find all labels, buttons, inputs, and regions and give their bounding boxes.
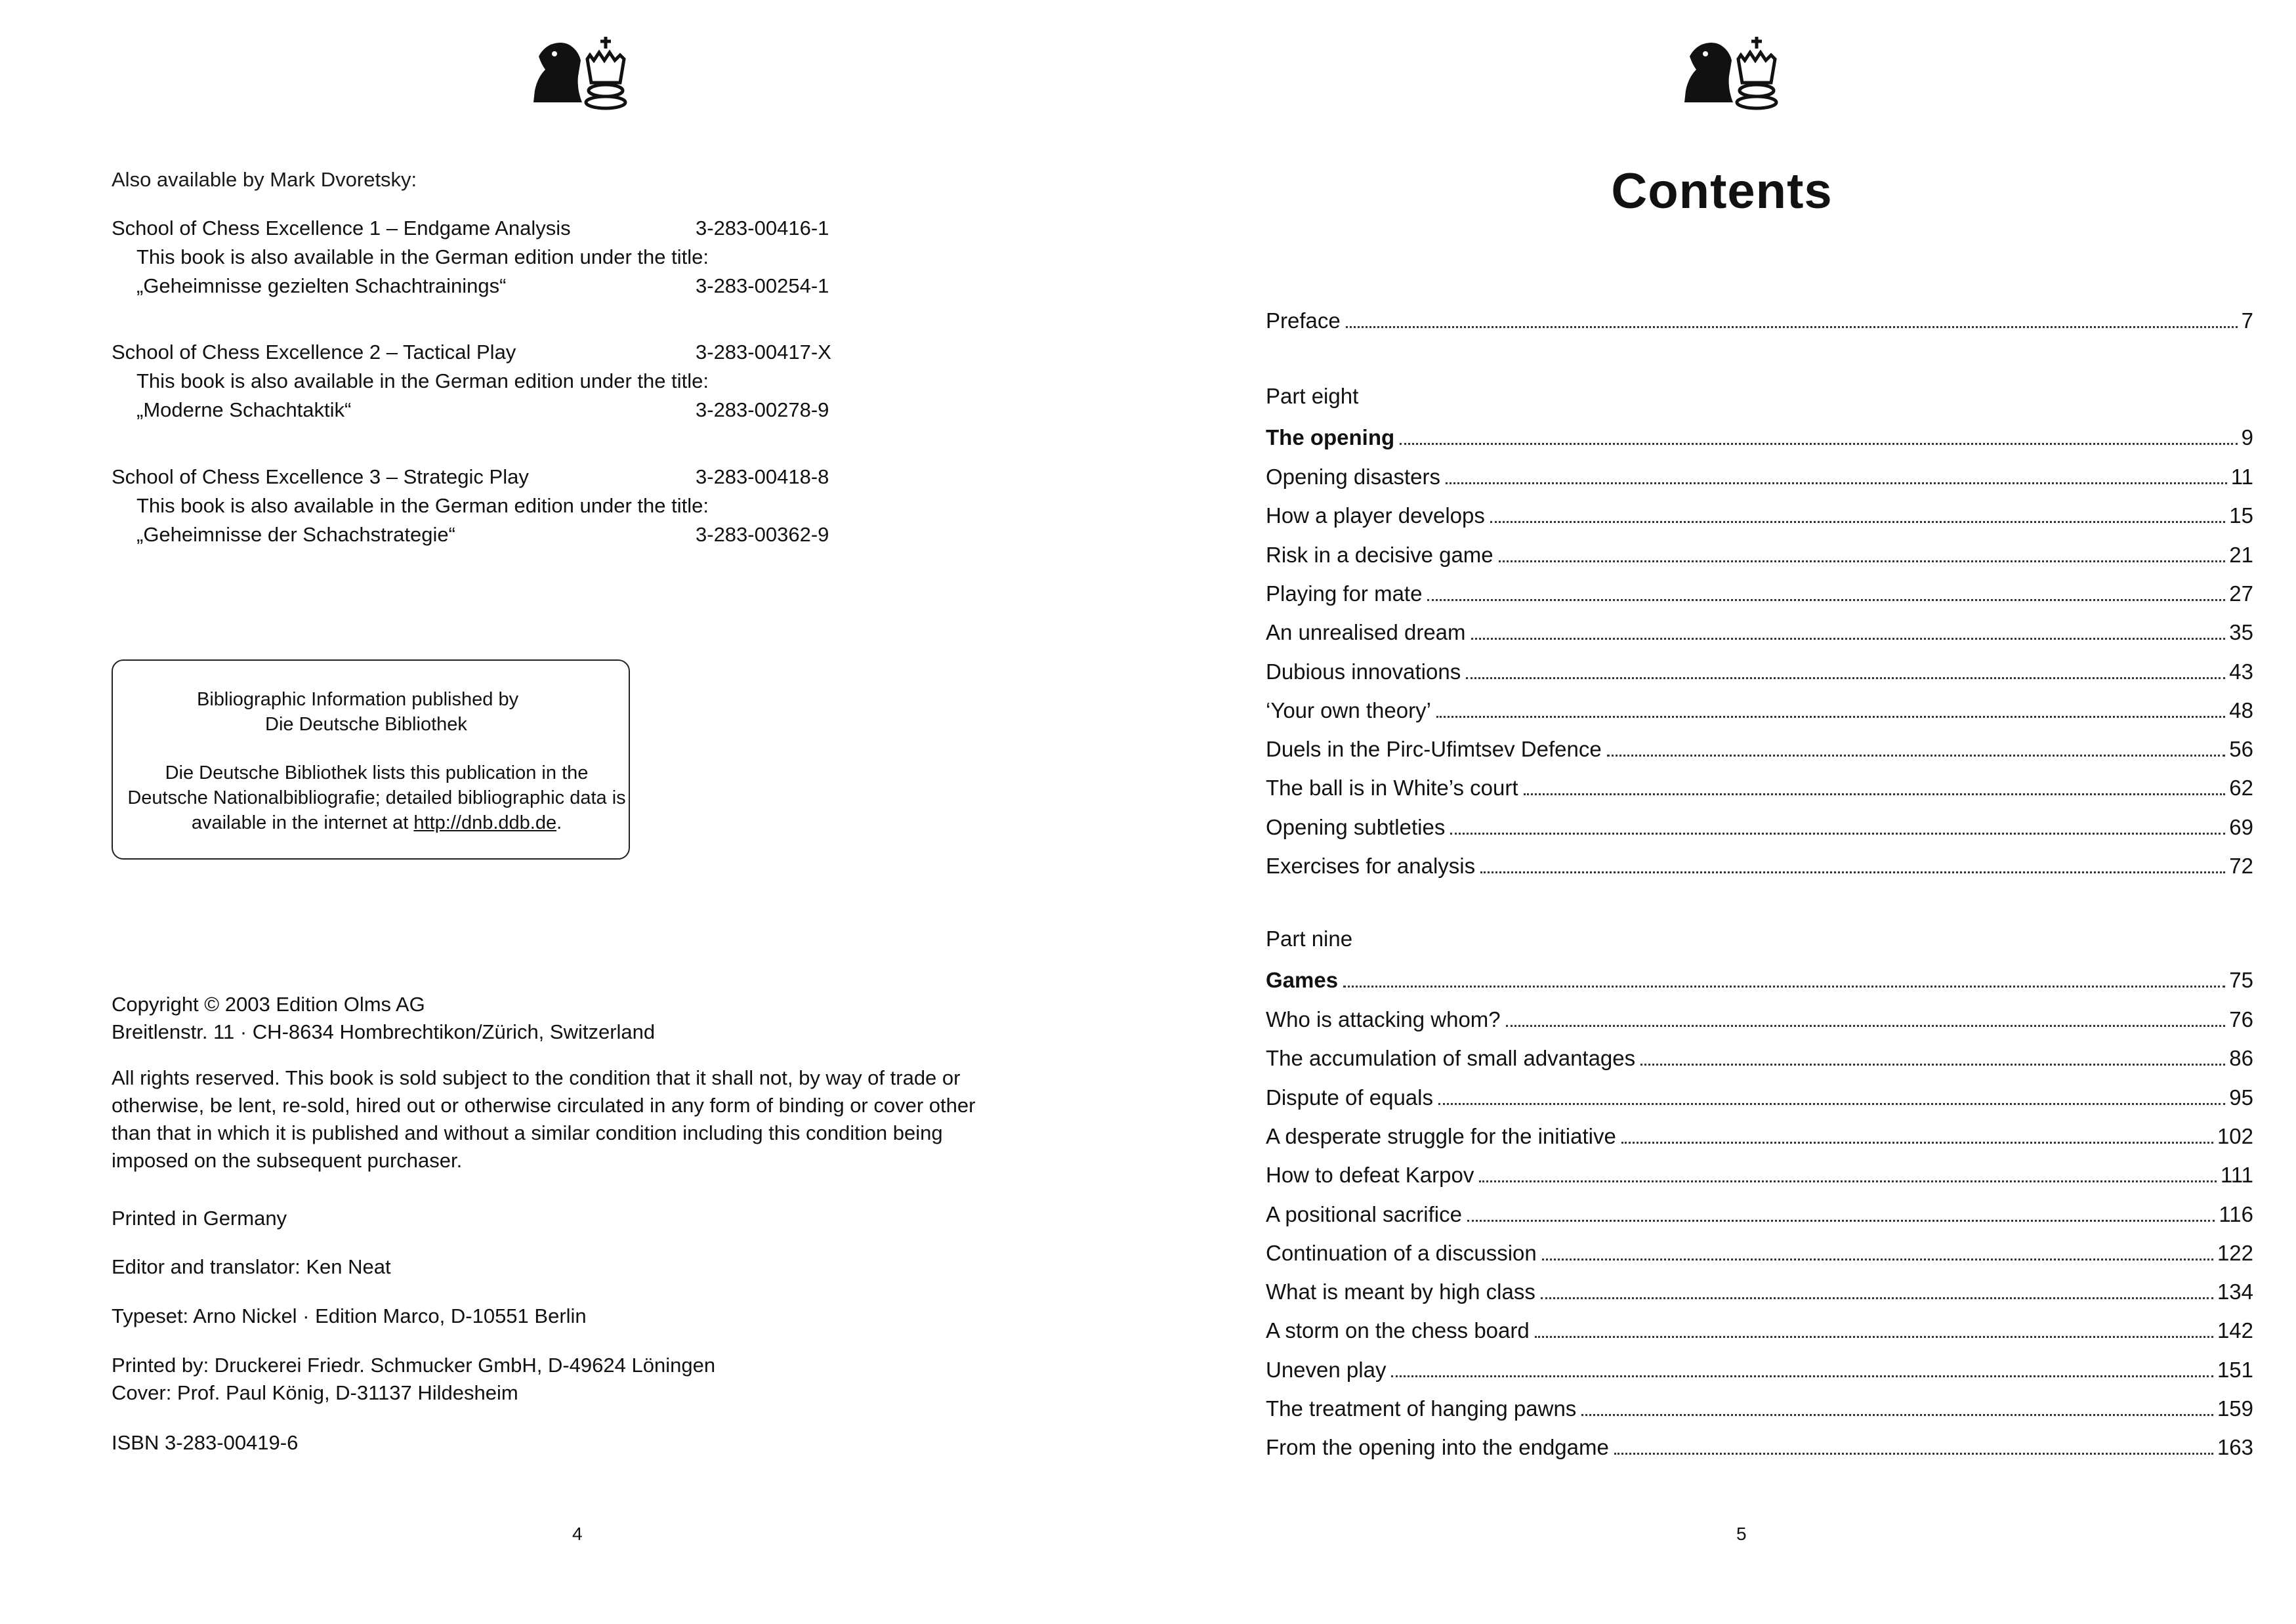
toc-entry-title: Continuation of a discussion <box>1266 1240 1537 1265</box>
toc-entry-title: The ball is in White’s court <box>1266 776 1518 801</box>
toc-entry[interactable] <box>1266 1352 2253 1383</box>
typeset-line: Typeset: Arno Nickel · Edition Marco, D-10551 Berlin <box>112 1304 587 1327</box>
rights-paragraph: All rights reserved. This book is sold subject to the condition that it shall not, by way of trade or otherwise, be lent, re-sold, hired out or otherwise circulated in any form of binding or cover other than that in which it is published and without a similar condition including this condition being imposed on the subsequent purchaser. <box>112 1066 976 1172</box>
biblio-body-text: Die Deutsche Bibliothek lists this publication in the Deutsche Nationalbibliografie; detailed bibliographic data is available in the internet at <box>127 762 626 833</box>
toc-entry-page: 69 <box>2229 814 2253 839</box>
toc-entry-page: 27 <box>2229 581 2253 606</box>
toc-entry-title: Games <box>1266 968 1339 992</box>
book-note: This book is also available in the German edition under the title: <box>136 369 709 392</box>
toc-entry-title: Duels in the Pirc-Ufimtsev Defence <box>1266 737 1602 762</box>
book-german-isbn: 3-283-00254-1 <box>696 274 829 297</box>
toc-entry-page: 111 <box>2220 1163 2253 1188</box>
toc-entry-page: 62 <box>2229 776 2253 801</box>
leader-dots <box>1581 1413 2213 1416</box>
toc-entry-title: Preface <box>1266 308 1341 333</box>
toc-entry-title: A desperate struggle for the initiative <box>1266 1123 1616 1148</box>
toc-entry-page: 75 <box>2229 968 2253 992</box>
toc-entry-page: 21 <box>2229 542 2253 567</box>
toc-entry-title: Opening disasters <box>1266 465 1440 489</box>
leader-dots <box>1480 871 2225 873</box>
leader-dots <box>1436 715 2225 718</box>
leader-dots <box>1466 677 2225 679</box>
toc-entry-title: The opening <box>1266 425 1395 449</box>
toc-entry-page: 163 <box>2217 1435 2253 1460</box>
toc-entry-page: 142 <box>2217 1318 2253 1343</box>
leader-dots <box>1640 1063 2225 1066</box>
leader-dots <box>1479 1180 2216 1182</box>
toc-section-heading[interactable] <box>1266 420 2253 450</box>
book-note: This book is also available in the German edition under the title: <box>136 494 709 517</box>
toc-entry-preface[interactable] <box>1266 303 2253 333</box>
toc-entry-page: 116 <box>2219 1201 2253 1226</box>
leader-dots <box>1614 1452 2213 1455</box>
book-title: School of Chess Excellence 1 – Endgame Analysis <box>112 217 571 239</box>
toc-entry-title: What is meant by high class <box>1266 1280 1535 1304</box>
toc-entry-page: 86 <box>2229 1046 2253 1071</box>
leader-dots <box>1535 1335 2213 1338</box>
book-title: School of Chess Excellence 3 – Strategic Play <box>112 465 529 488</box>
book-german-title: „Geheimnisse gezielten Schachtrainings“ <box>136 274 507 297</box>
printed-by-line: Printed by: Druckerei Friedr. Schmucker GmbH, D-49624 Löningen <box>112 1354 716 1377</box>
toc-entry-title: How a player develops <box>1266 503 1485 528</box>
dnb-link[interactable]: http://dnb.ddb.de <box>413 812 557 833</box>
toc-entry-title: Dispute of equals <box>1266 1085 1433 1110</box>
toc-entry-title: ‘Your own theory’ <box>1266 697 1431 722</box>
toc-entry-page: 11 <box>2230 465 2253 489</box>
bibliographic-info-box <box>112 659 630 860</box>
toc-entry[interactable] <box>1266 459 2253 489</box>
part-label: Part nine <box>1266 927 1353 951</box>
toc-entry[interactable] <box>1266 498 2253 528</box>
toc-entry-title: A storm on the chess board <box>1266 1318 1530 1343</box>
toc-entry-title: Dubious innovations <box>1266 659 1461 684</box>
toc-entry-page: 43 <box>2229 659 2253 684</box>
toc-entry[interactable] <box>1266 1157 2253 1188</box>
toc-entry-page: 159 <box>2217 1396 2253 1421</box>
cover-line: Cover: Prof. Paul König, D-31137 Hildesheim <box>112 1381 518 1404</box>
toc-entry-title: An unrealised dream <box>1266 620 1466 645</box>
leader-dots <box>1541 1297 2213 1299</box>
copyright-block <box>112 991 1030 1046</box>
toc-entry-title: How to defeat Karpov <box>1266 1163 1474 1188</box>
book-isbn: 3-283-00418-8 <box>696 465 829 488</box>
toc-entry-page: 76 <box>2229 1007 2253 1031</box>
leader-dots <box>1506 1024 2226 1027</box>
toc-entry[interactable] <box>1266 732 2253 762</box>
toc-entry[interactable] <box>1266 1041 2253 1071</box>
toc-entry[interactable] <box>1266 1236 2253 1266</box>
toc-entry-title: Opening subtleties <box>1266 814 1446 839</box>
leader-dots <box>1524 793 2226 795</box>
toc-entry-page: 56 <box>2229 737 2253 762</box>
toc-entry-page: 122 <box>2217 1240 2253 1265</box>
leader-dots <box>1400 442 2237 445</box>
address-line: Breitlenstr. 11 · CH-8634 Hombrechtikon/Zürich, Switzerland <box>112 1020 656 1043</box>
leader-dots <box>1471 637 2226 640</box>
toc-entry[interactable] <box>1266 615 2253 645</box>
leader-dots <box>1450 832 2225 835</box>
toc-entry-title: The treatment of hanging pawns <box>1266 1396 1577 1421</box>
printer-block <box>112 1352 1030 1407</box>
book-entry <box>112 463 846 549</box>
leader-dots <box>1499 560 2226 562</box>
right-page <box>1148 0 2296 1624</box>
isbn-line: ISBN 3-283-00419-6 <box>112 1431 299 1454</box>
toc-section-heading[interactable] <box>1266 963 2253 993</box>
book-isbn: 3-283-00417-X <box>696 341 831 364</box>
page-number: 5 <box>1736 1524 1747 1544</box>
toc-entry-page: 9 <box>2241 425 2253 449</box>
leader-dots <box>1607 754 2226 757</box>
book-german-isbn: 3-283-00362-9 <box>696 523 829 546</box>
toc-entry[interactable] <box>1266 1197 2253 1227</box>
toc-entry[interactable] <box>1266 848 2253 879</box>
book-isbn: 3-283-00416-1 <box>696 217 829 239</box>
toc-entry[interactable] <box>1266 1080 2253 1110</box>
also-available-heading: Also available by Mark Dvoretsky: <box>112 168 417 191</box>
toc-entry-page: 134 <box>2217 1280 2253 1304</box>
toc-entry-page: 48 <box>2229 697 2253 722</box>
leader-dots <box>1446 482 2227 484</box>
toc-entry[interactable] <box>1266 576 2253 606</box>
toc-entry-title: The accumulation of small advantages <box>1266 1046 1636 1071</box>
leader-dots <box>1467 1219 2215 1222</box>
part-label: Part eight <box>1266 384 1359 408</box>
toc-entry-title: Uneven play <box>1266 1357 1387 1382</box>
book-german-title: „Moderne Schachtaktik“ <box>136 398 352 421</box>
toc-entry-page: 15 <box>2229 503 2253 528</box>
book-german-isbn: 3-283-00278-9 <box>696 398 829 421</box>
leader-dots <box>1343 985 2225 988</box>
toc-entry[interactable] <box>1266 1274 2253 1304</box>
biblio-line1: Bibliographic Information published by <box>197 689 519 710</box>
page-number: 4 <box>572 1524 583 1544</box>
toc-entry[interactable] <box>1266 654 2253 684</box>
toc-entry-title: From the opening into the endgame <box>1266 1435 1609 1460</box>
toc-entry[interactable] <box>1266 693 2253 723</box>
leader-dots <box>1438 1102 2225 1105</box>
toc-entry[interactable] <box>1266 810 2253 840</box>
printed-in: Printed in Germany <box>112 1207 287 1230</box>
leader-dots <box>1346 325 2238 328</box>
toc-entry[interactable] <box>1266 1119 2253 1149</box>
book-note: This book is also available in the German edition under the title: <box>136 245 709 268</box>
leader-dots <box>1621 1141 2213 1144</box>
book-entry <box>112 338 846 425</box>
leader-dots <box>1542 1258 2213 1260</box>
toc-entry[interactable] <box>1266 1313 2253 1343</box>
book-entry <box>112 214 846 301</box>
toc-entry-title: Exercises for analysis <box>1266 854 1476 878</box>
toc-entry-title: Who is attacking whom? <box>1266 1007 1501 1031</box>
editor-line: Editor and translator: Ken Neat <box>112 1255 391 1278</box>
leader-dots <box>1427 598 2225 601</box>
toc-entry-page: 151 <box>2217 1357 2253 1382</box>
book-title: School of Chess Excellence 2 – Tactical Play <box>112 341 516 364</box>
toc-entry-title: Risk in a decisive game <box>1266 542 1493 567</box>
toc-entry[interactable] <box>1266 770 2253 801</box>
biblio-body: Die Deutsche Bibliothek lists this publication in the Deutsche Nationalbibliografie; detailed bibliographic data is available in the internet at http://dnb.ddb.de. <box>127 762 626 833</box>
publisher-logo-knight-king-icon <box>1673 34 1797 113</box>
toc-entry-page: 95 <box>2229 1085 2253 1110</box>
toc-entry-title: A positional sacrifice <box>1266 1201 1462 1226</box>
biblio-line2: Die Deutsche Bibliothek <box>265 714 467 735</box>
contents-title: Contents <box>1611 163 1833 219</box>
toc-entry-page: 35 <box>2229 620 2253 645</box>
toc-entry-page: 72 <box>2229 854 2253 878</box>
publisher-logo-knight-king-icon <box>522 34 646 113</box>
leader-dots <box>1391 1375 2213 1377</box>
toc-entry[interactable] <box>1266 1430 2253 1460</box>
book-german-title: „Geheimnisse der Schachstrategie“ <box>136 523 455 546</box>
toc-entry[interactable] <box>1266 1391 2253 1421</box>
leader-dots <box>1490 520 2225 523</box>
toc-entry-title: Playing for mate <box>1266 581 1423 606</box>
toc-entry[interactable] <box>1266 1002 2253 1032</box>
toc-entry[interactable] <box>1266 537 2253 568</box>
toc-entry-page: 7 <box>2241 308 2253 333</box>
toc-entry-page: 102 <box>2217 1123 2253 1148</box>
copyright-line: Copyright © 2003 Edition Olms AG <box>112 993 425 1016</box>
